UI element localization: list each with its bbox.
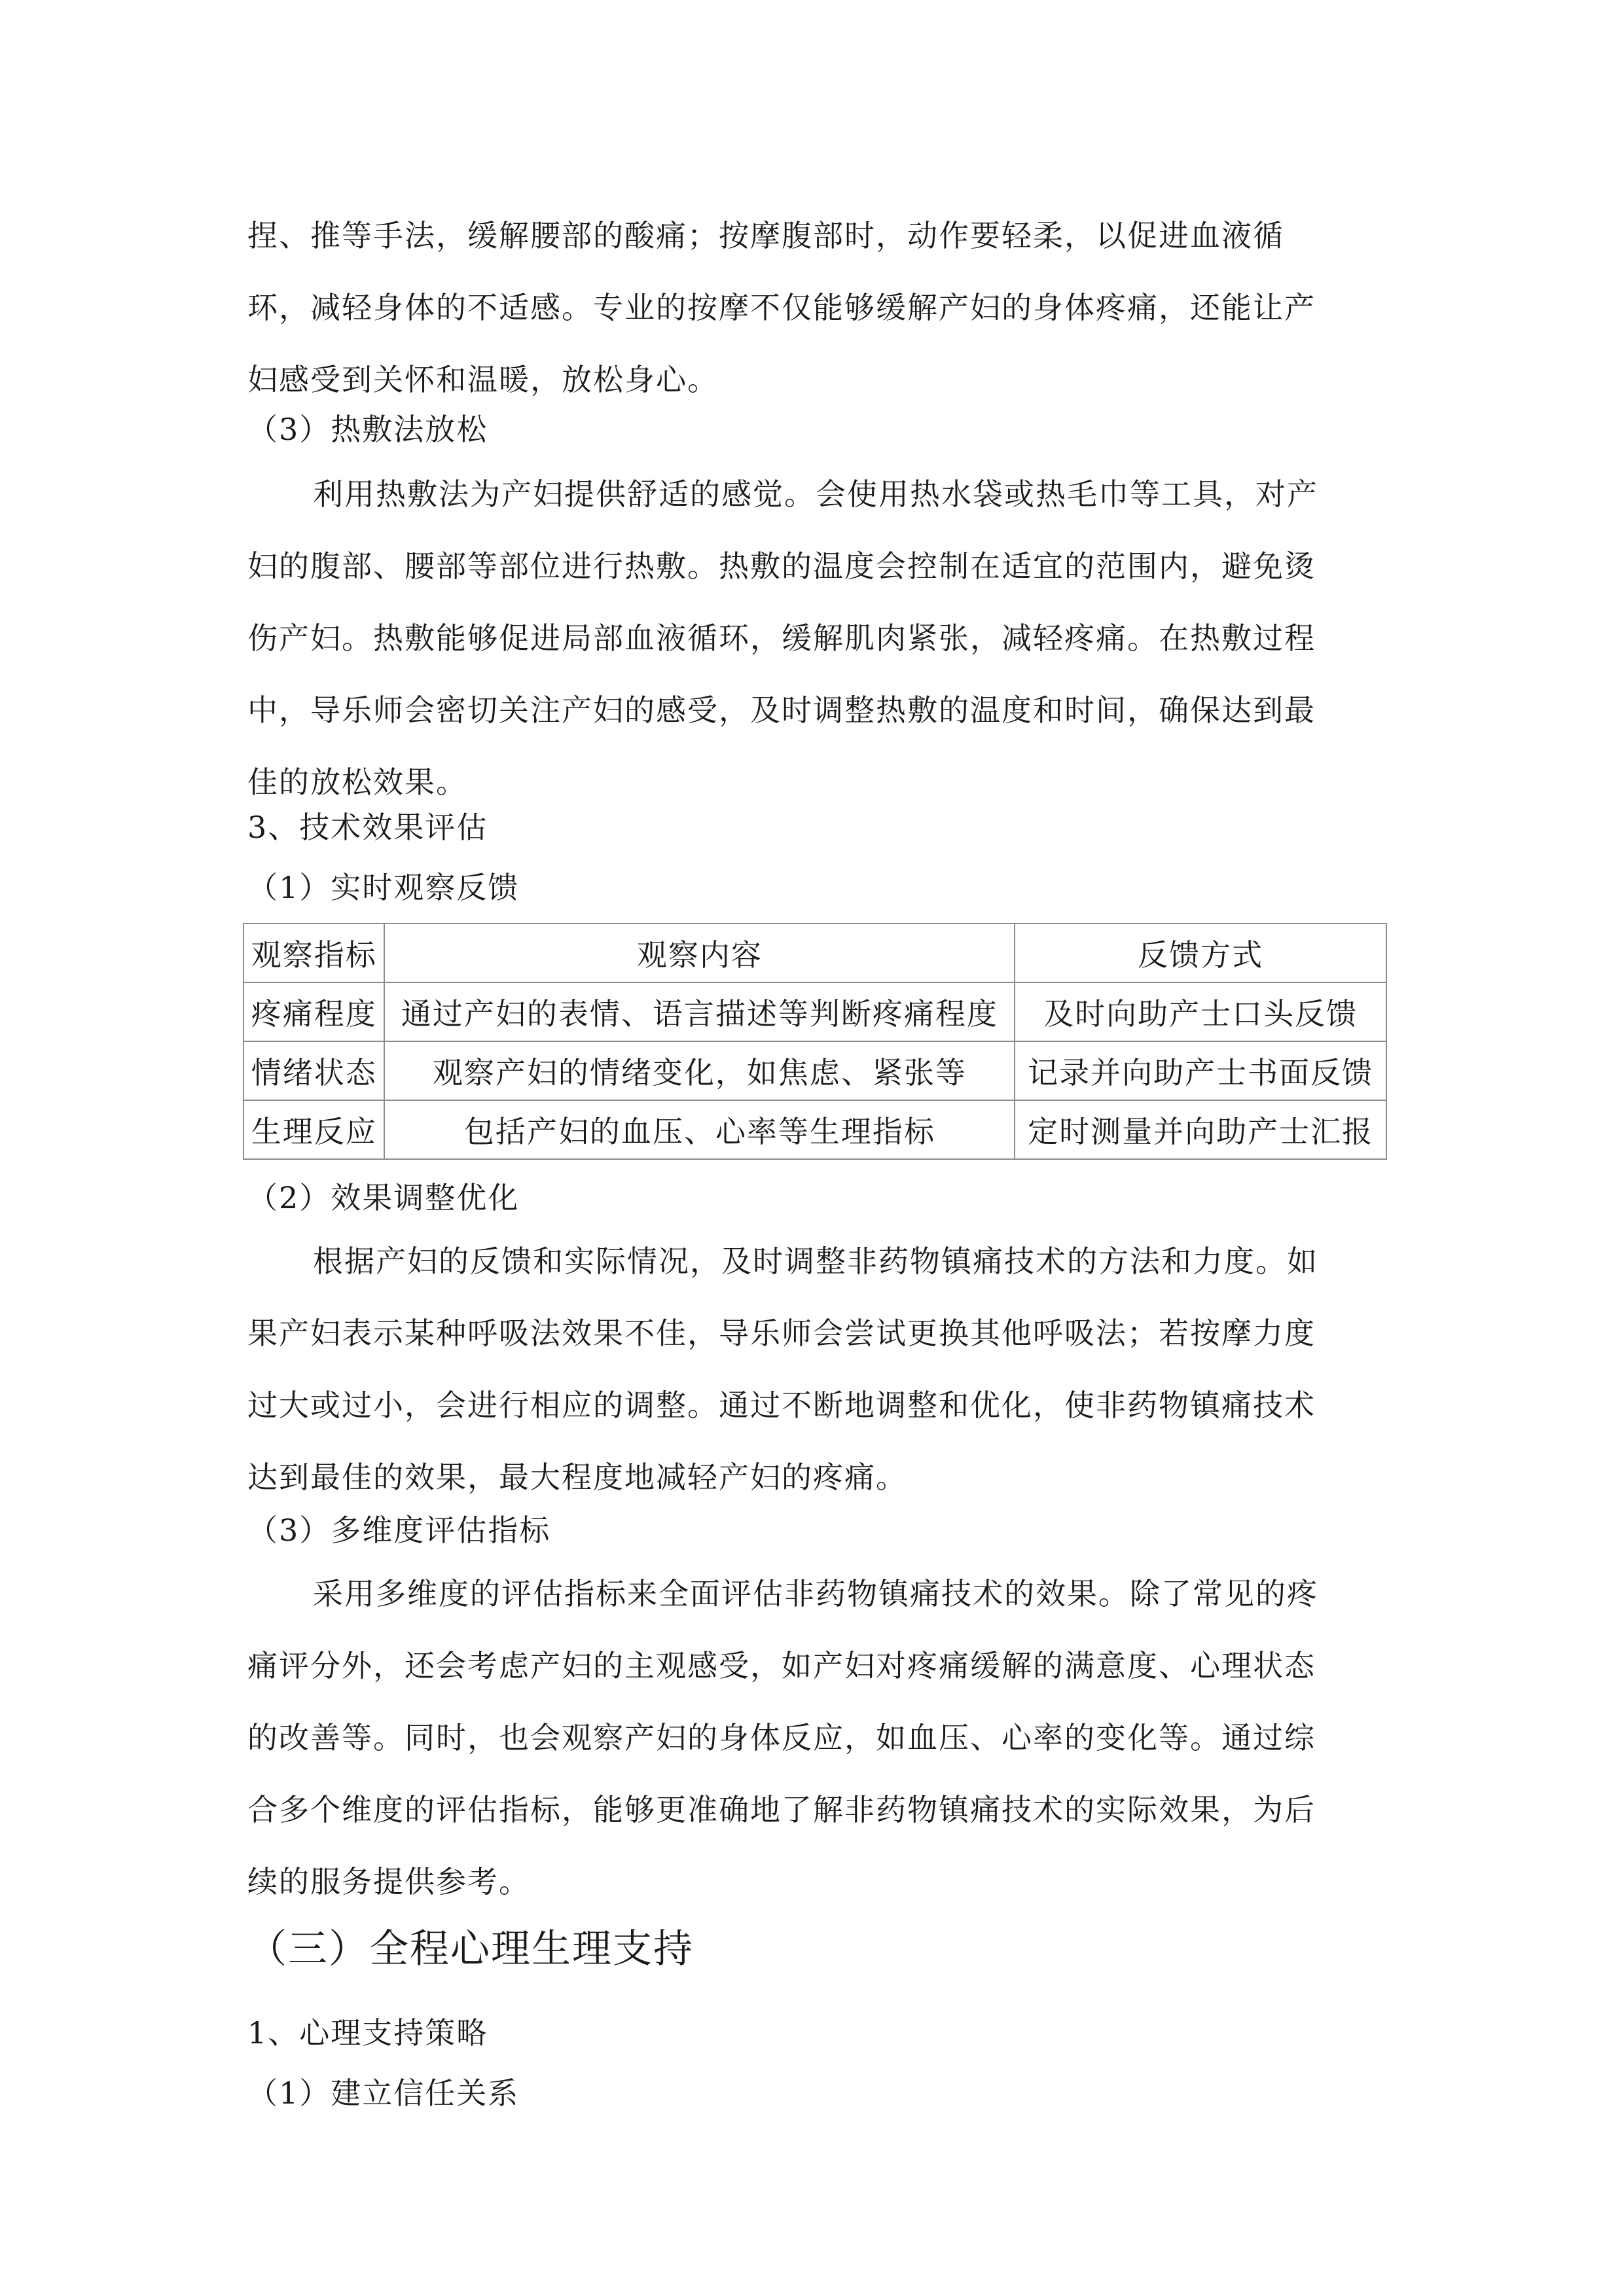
table-cell: 及时向助产士口头反馈: [1015, 982, 1386, 1041]
subheading-hot-compress: （3）热敷法放松: [247, 412, 488, 447]
subheading-multidimensional-metrics: （3）多维度评估指标: [247, 1513, 551, 1548]
table-row: [244, 1100, 1386, 1159]
table-cell: 生理反应: [244, 1100, 384, 1159]
table-cell: 观察产妇的情绪变化，如焦虑、紧张等: [384, 1041, 1015, 1100]
text-line: 环，减轻身体的不适感。专业的按摩不仅能够缓解产妇的身体疼痛，还能让产: [247, 290, 1316, 325]
text-line: 痛评分外，还会考虑产妇的主观感受，如产妇对疼痛缓解的满意度、心理状态: [247, 1648, 1316, 1683]
heading-psychological-support-strategy: 1、心理支持策略: [247, 2015, 488, 2051]
table-header-cell: 反馈方式: [1015, 924, 1386, 982]
text-line: 捏、推等手法，缓解腰部的酸痛；按摩腹部时，动作要轻柔，以促进血液循: [247, 218, 1284, 253]
text-line: 妇的腹部、腰部等部位进行热敷。热敷的温度会控制在适宜的范围内，避免烫: [247, 548, 1316, 584]
table-cell: 定时测量并向助产士汇报: [1015, 1100, 1386, 1159]
table-row: [244, 1041, 1386, 1100]
text-line: 的改善等。同时，也会观察产妇的身体反应，如血压、心率的变化等。通过综: [247, 1720, 1316, 1755]
table-cell: 情绪状态: [244, 1041, 384, 1100]
text-line: 合多个维度的评估指标，能够更准确地了解非药物镇痛技术的实际效果，为后: [247, 1792, 1316, 1827]
paragraph-massage: [247, 200, 1380, 416]
table-cell: 记录并向助产士书面反馈: [1015, 1041, 1386, 1100]
subheading-build-trust: （1）建立信任关系: [247, 2075, 520, 2111]
text-line: 过大或过小，会进行相应的调整。通过不断地调整和优化，使非药物镇痛技术: [247, 1388, 1316, 1423]
text-line: 妇感受到关怀和温暖，放松身心。: [247, 362, 719, 397]
text-line: 中，导乐师会密切关注产妇的感受，及时调整热敷的温度和时间，确保达到最: [247, 692, 1316, 728]
text-line: 根据产妇的反馈和实际情况，及时调整非药物镇痛技术的方法和力度。如: [313, 1244, 1318, 1279]
paragraph-multidimensional-metrics: [247, 1558, 1380, 1918]
table-cell: 包括产妇的血压、心率等生理指标: [384, 1100, 1015, 1159]
table-row: [244, 982, 1386, 1041]
section-heading-psych-physio-support: （三）全程心理生理支持: [247, 1926, 694, 1972]
text-line: 利用热敷法为产妇提供舒适的感觉。会使用热水袋或热毛巾等工具，对产: [313, 476, 1318, 512]
observation-table: [243, 923, 1387, 1160]
subheading-effect-adjustment: （2）效果调整优化: [247, 1180, 520, 1215]
table-header-row: [244, 924, 1386, 982]
text-line: 续的服务提供参考。: [247, 1864, 530, 1899]
heading-technique-evaluation: 3、技术效果评估: [247, 810, 488, 845]
table-cell: 通过产妇的表情、语言描述等判断疼痛程度: [384, 982, 1015, 1041]
table-header-cell: 观察内容: [384, 924, 1015, 982]
paragraph-hot-compress: [247, 458, 1380, 818]
table-cell: 疼痛程度: [244, 982, 384, 1041]
text-line: 采用多维度的评估指标来全面评估非药物镇痛技术的效果。除了常见的疼: [313, 1576, 1318, 1611]
table-header-cell: 观察指标: [244, 924, 384, 982]
text-line: 果产妇表示某种呼吸法效果不佳，导乐师会尝试更换其他呼吸法；若按摩力度: [247, 1316, 1316, 1351]
paragraph-effect-adjustment: [247, 1225, 1380, 1513]
text-line: 达到最佳的效果，最大程度地减轻产妇的疼痛。: [247, 1460, 907, 1495]
subheading-realtime-feedback: （1）实时观察反馈: [247, 870, 520, 905]
text-line: 伤产妇。热敷能够促进局部血液循环，缓解肌肉紧张，减轻疼痛。在热敷过程: [247, 620, 1316, 656]
text-line: 佳的放松效果。: [247, 764, 467, 800]
